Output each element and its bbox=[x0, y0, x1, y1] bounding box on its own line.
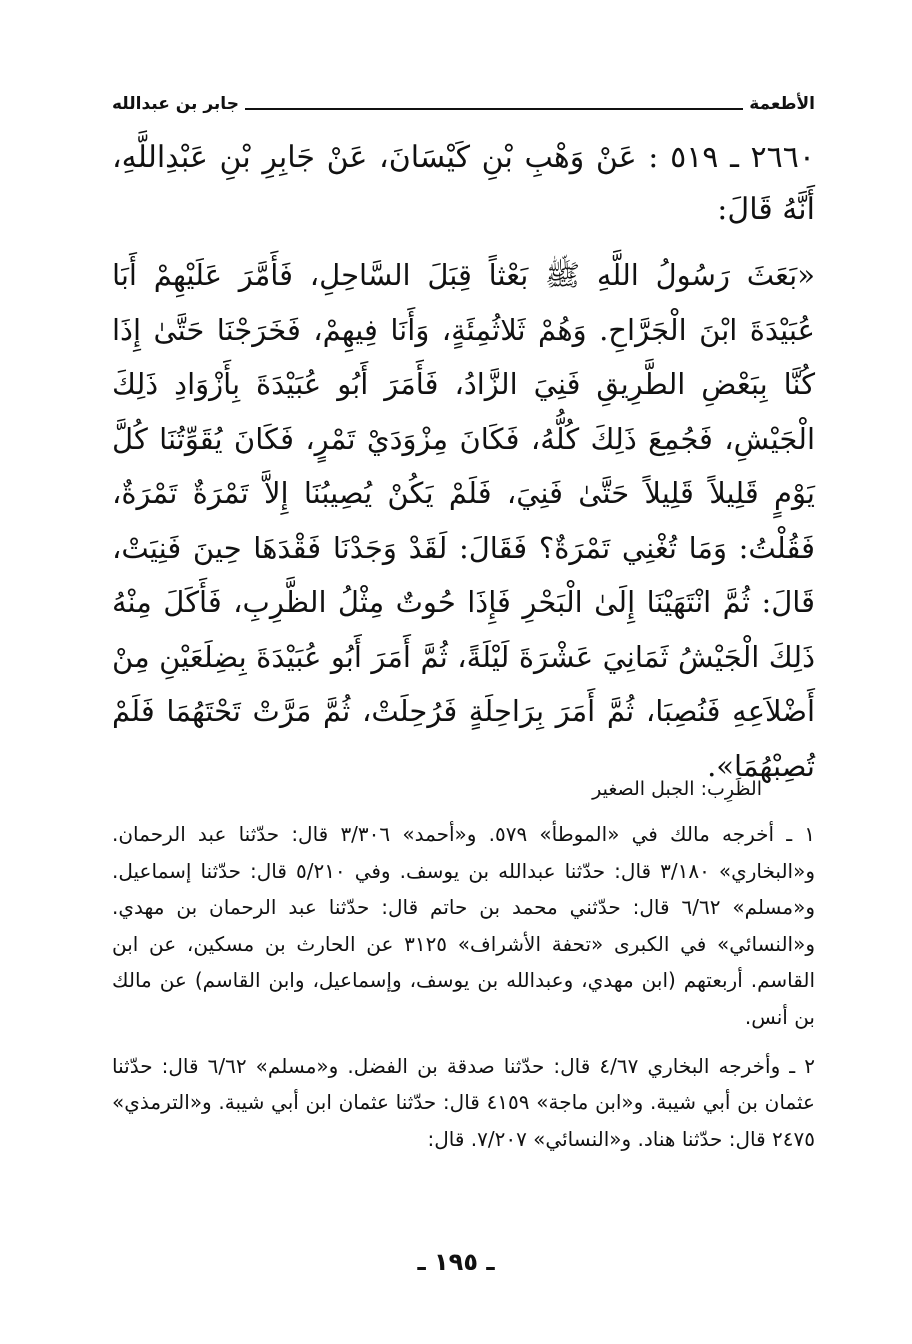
hadith-heading bbox=[112, 132, 815, 236]
narrator-title: جابر بن عبدالله bbox=[112, 94, 239, 114]
hadith-number: ٢٦٦٠ ـ ٥١٩ bbox=[670, 140, 815, 175]
word-gloss: الظَرِب: الجبل الصغير bbox=[592, 778, 762, 800]
page-number: ـ ١٩٥ ـ bbox=[417, 1248, 495, 1276]
chapter-title: الأطعمة bbox=[749, 94, 815, 114]
footnote-1: ١ ـ أخرجه مالك في «الموطأ» ٥٧٩. و«أحمد» ٣/٣٠٦ قال: حدّثنا عبد الرحمان. و«البخاري» ٣/١٨٠ قال: حدّثنا عبدالله بن يوسف. وفي ٥/٢١٠ قال: حدّثنا إسماعيل. و«مسلم» ٦/٦٢ قال: حدّثني محمد بن حاتم قال: حدّثنا عبد الرحمان بن مهدي. و«النسائي» في الكبرى «تحفة الأشراف» ٣١٢٥ عن الحارث بن مسكين، عن ابن القاسم. أربعتهم (ابن مهدي، وعبدالله بن يوسف، وإسماعيل، وابن القاسم) عن مالك بن أنس. bbox=[112, 822, 815, 1029]
footnotes bbox=[112, 816, 815, 1169]
running-header bbox=[112, 88, 815, 114]
hadith-text: «بَعَثَ رَسُولُ اللَّهِ ﷺ بَعْثاً قِبَلَ السَّاحِلِ، فَأَمَّرَ عَلَيْهِمْ أَبَا عُبَيْدَةَ ابْنَ الْجَرَّاحِ. وَهُمْ ثَلاثُمِئَةٍ، وَأَنَا فِيهِمْ، فَخَرَجْنَا حَتَّىٰ إِذَا كُنَّا بِبَعْضِ الطَّرِيقِ فَنِيَ الزَّادُ، فَأَمَرَ أَبُو عُبَيْدَةَ بِأَزْوَادِ ذَلِكَ الْجَيْشِ، فَجُمِعَ ذَلِكَ كُلُّهُ، فَكَانَ مِزْوَدَيْ تَمْرٍ، فَكَانَ يُقَوِّتُنَا كُلَّ يَوْمٍ قَلِيلاً قَلِيلاً حَتَّىٰ فَنِيَ، فَلَمْ يَكُنْ يُصِيبُنَا إِلاَّ تَمْرَةٌ تَمْرَةٌ، فَقُلْتُ: وَمَا تُغْنِي تَمْرَةٌ؟ فَقَالَ: لَقَدْ وَجَدْنَا فَقْدَهَا حِينَ فَنِيَتْ، قَالَ: ثُمَّ انْتَهَيْنَا إِلَىٰ الْبَحْرِ فَإِذَا حُوتٌ مِثْلُ الظَّرِبِ، فَأَكَلَ مِنْهُ ذَلِكَ الْجَيْشُ ثَمَانِيَ عَشْرَةَ لَيْلَةً، ثُمَّ أَمَرَ أَبُو عُبَيْدَةَ بِضِلَعَيْنِ مِنْ أَضْلاَعِهِ فَنُصِبَا، ثُمَّ أَمَرَ بِرَاحِلَةٍ فَرُحِلَتْ، ثُمَّ مَرَّتْ تَحْتَهُمَا فَلَمْ تُصِبْهُمَا». bbox=[112, 258, 815, 783]
hadith-isnad: : عَنْ وَهْبِ بْنِ كَيْسَانَ، عَنْ جَابِرِ بْنِ عَبْدِاللَّهِ، أَنَّهُ قَالَ: bbox=[112, 140, 815, 227]
footnote-2: ٢ ـ وأخرجه البخاري ٤/٦٧ قال: حدّثنا صدقة بن الفضل. و«مسلم» ٦/٦٢ قال: حدّثنا عثمان بن أبي شيبة. و«ابن ماجة» ٤١٥٩ قال: حدّثنا عثمان ابن أبي شيبة. و«الترمذي» ٢٤٧٥ قال: حدّثنا هناد. و«النسائي» ٧/٢٠٧. قال: bbox=[112, 1053, 815, 1151]
header-rule bbox=[245, 108, 743, 110]
